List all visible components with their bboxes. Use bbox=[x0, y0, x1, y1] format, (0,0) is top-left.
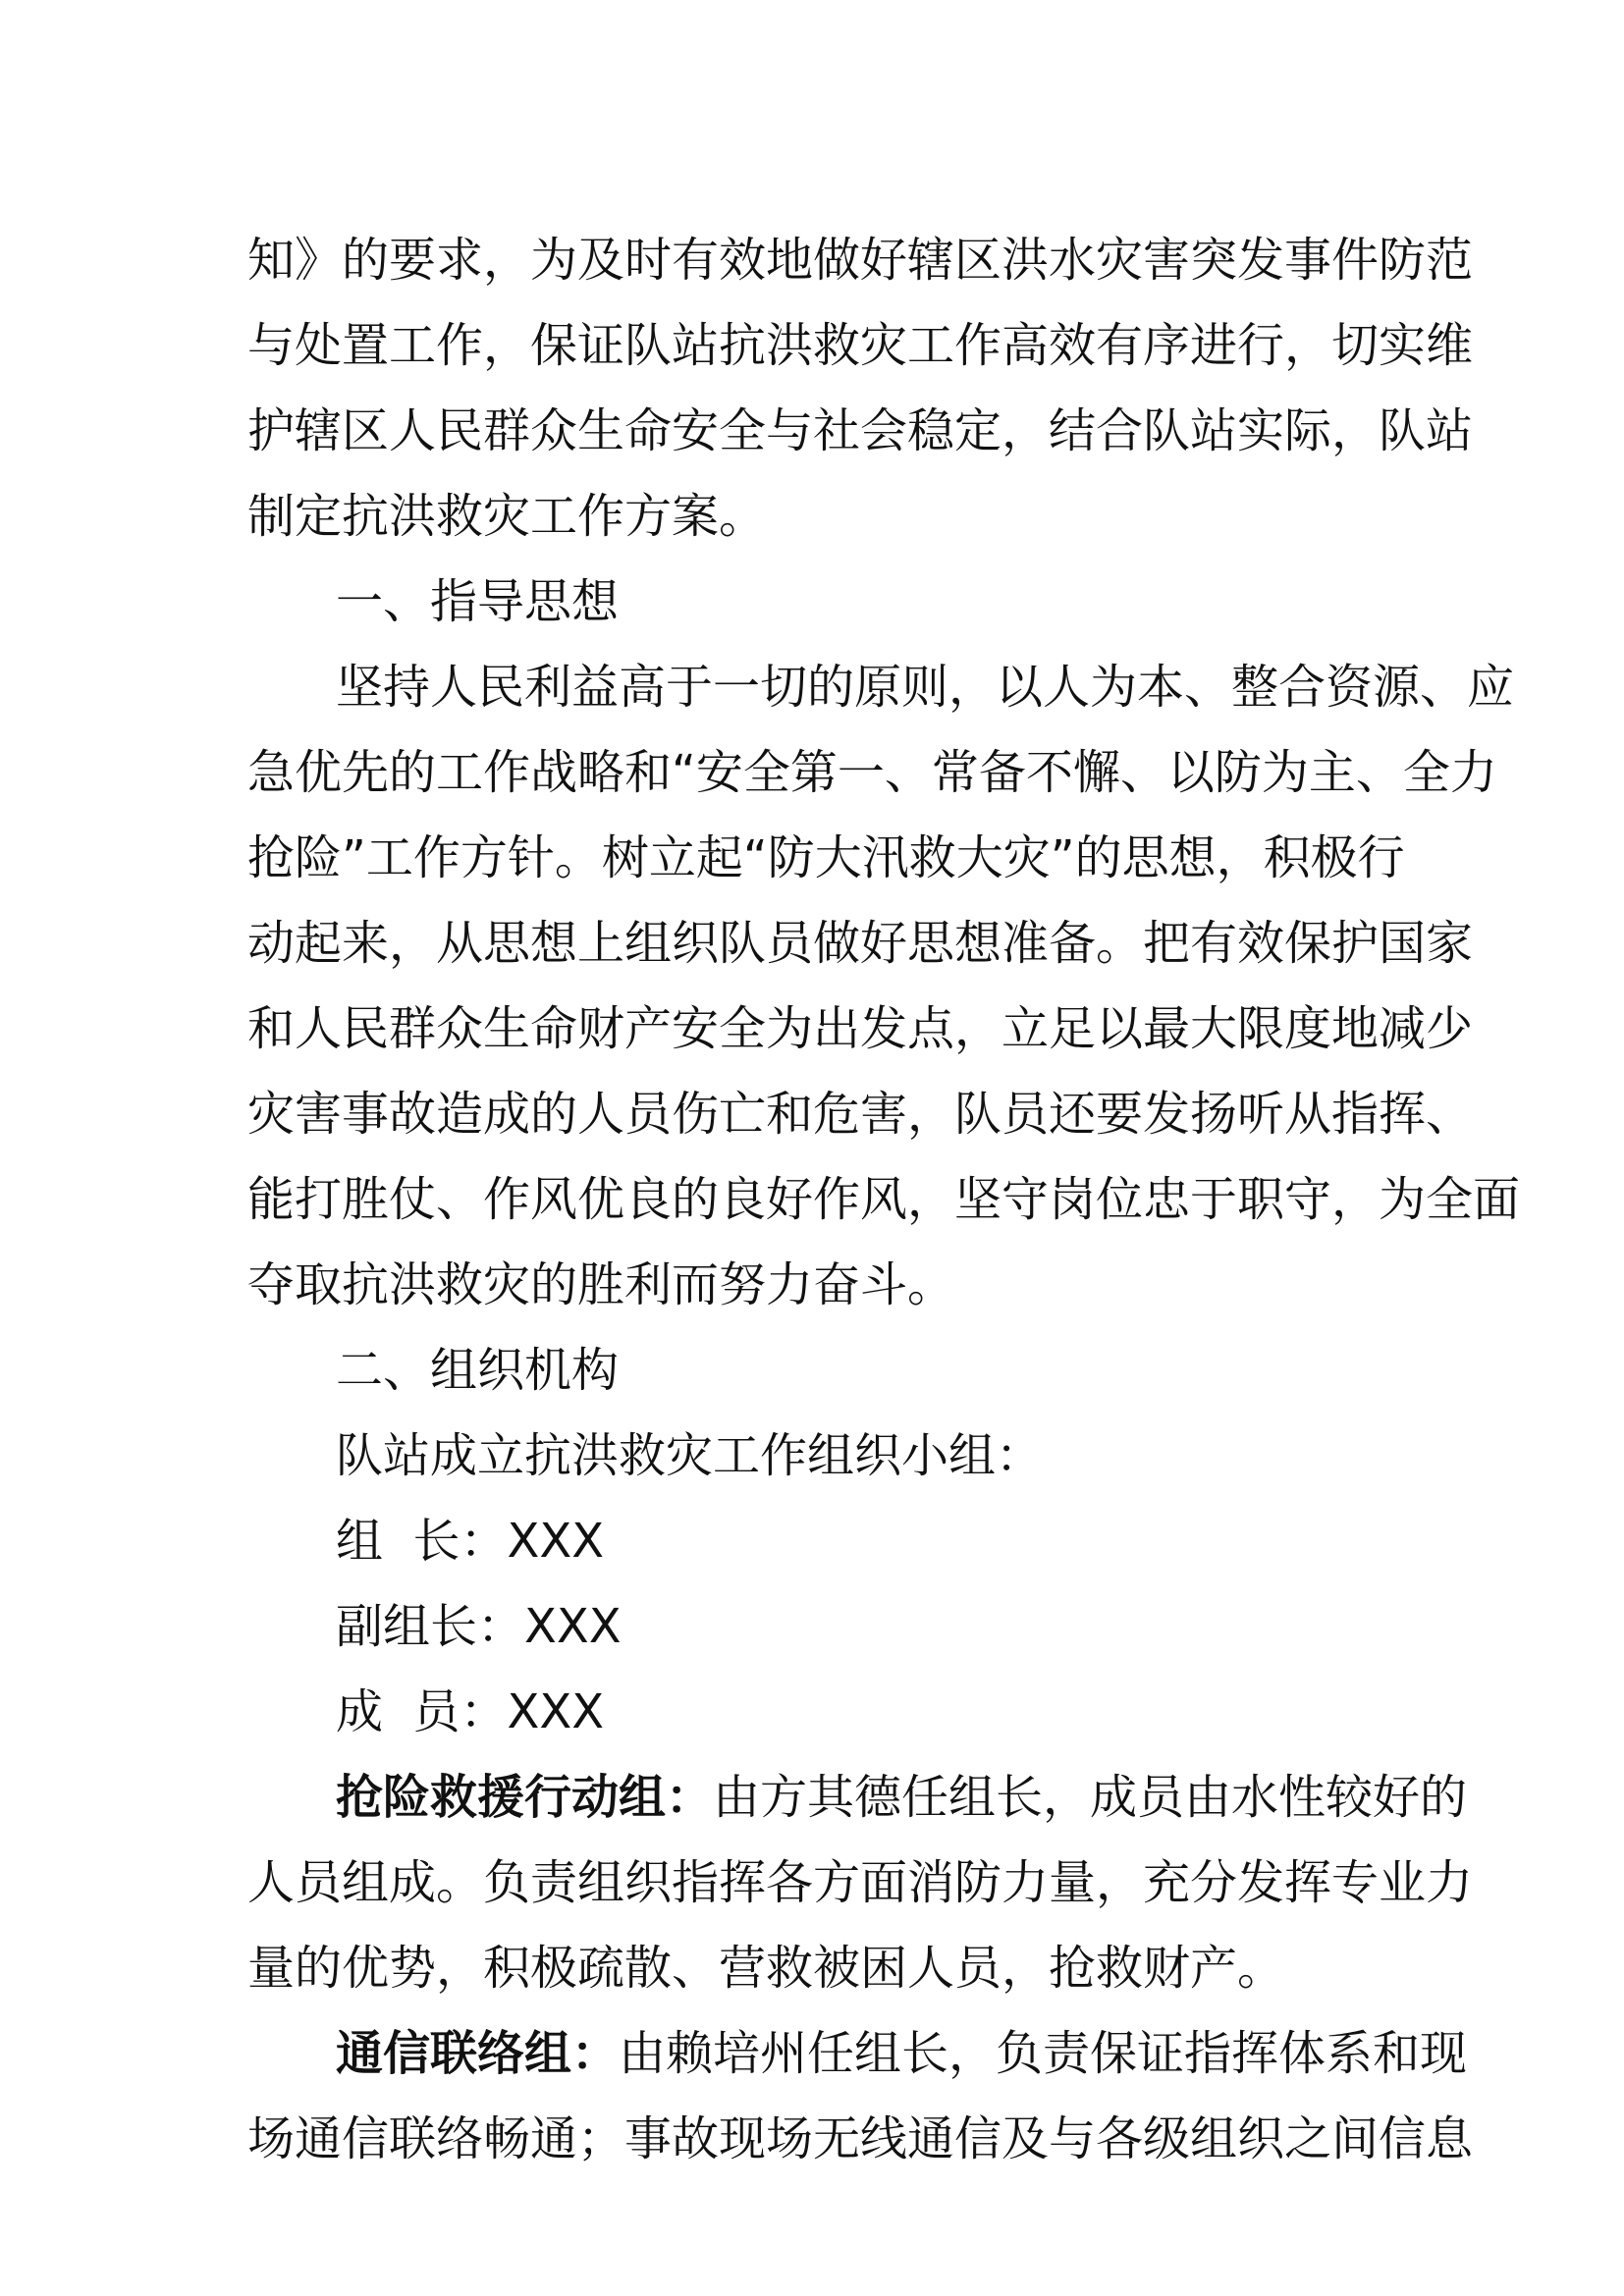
deputy-leader: 副组长：XXX bbox=[336, 1599, 622, 1654]
section1-line-4: 动起来，从思想上组织队员做好思想准备。把有效保护国家 bbox=[247, 916, 1474, 971]
section1-line-1: 坚持人民利益高于一切的原则，以人为本、整合资源、应 bbox=[336, 660, 1515, 715]
section1-line-7: 能打胜仗、作风优良的良好作风，坚守岗位忠于职守，为全面 bbox=[247, 1172, 1521, 1227]
rescue-group-label: 抢险救援行动组： bbox=[336, 1770, 714, 1825]
rescue-group-line-2: 人员组成。负责组织指挥各方面消防力量，充分发挥专业力 bbox=[247, 1855, 1474, 1910]
section1-line-5: 和人民群众生命财产安全为出发点，立足以最大限度地减少 bbox=[247, 1001, 1474, 1056]
section-heading-guiding-thought: 一、指导思想 bbox=[336, 574, 620, 629]
comm-group-line-1 bbox=[247, 2011, 1468, 2097]
rescue-group-text-1: 由方其德任组长，成员由水性较好的 bbox=[713, 1770, 1468, 1825]
document-body bbox=[247, 218, 1521, 2182]
comm-group-text-1: 由赖培州任组长，负责保证指挥体系和现 bbox=[619, 2026, 1468, 2081]
intro-line-4: 制定抗洪救灾工作方案。 bbox=[247, 489, 767, 544]
rescue-group-line-1 bbox=[247, 1755, 1468, 1841]
rescue-group-line-3: 量的优势，积极疏散、营救被困人员，抢救财产。 bbox=[247, 1941, 1285, 1996]
comm-group-label: 通信联络组： bbox=[336, 2026, 620, 2081]
team-members: 成 员：XXX bbox=[336, 1684, 605, 1739]
intro-line-2: 与处置工作，保证队站抗洪救灾工作高效有序进行，切实维 bbox=[247, 318, 1474, 373]
section1-line-3: 抢险”工作方针。树立起“防大汛救大灾”的思想，积极行 bbox=[247, 830, 1405, 885]
section1-line-8: 夺取抗洪救灾的胜利而努力奋斗。 bbox=[247, 1257, 955, 1312]
section-heading-organization: 二、组织机构 bbox=[336, 1343, 620, 1398]
comm-group-line-2: 场通信联络畅通；事故现场无线通信及与各级组织之间信息 bbox=[247, 2111, 1474, 2166]
section1-line-2: 急优先的工作战略和“安全第一、常备不懈、以防为主、全力 bbox=[247, 745, 1497, 800]
intro-line-3: 护辖区人民群众生命安全与社会稳定，结合队站实际，队站 bbox=[247, 403, 1474, 458]
organization-intro: 队站成立抗洪救灾工作组织小组： bbox=[336, 1428, 1044, 1483]
intro-line-1: 知》的要求，为及时有效地做好辖区洪水灾害突发事件防范 bbox=[247, 233, 1474, 288]
team-leader: 组 长：XXX bbox=[336, 1514, 605, 1569]
section1-line-6: 灾害事故造成的人员伤亡和危害，队员还要发扬听从指挥、 bbox=[247, 1087, 1474, 1142]
